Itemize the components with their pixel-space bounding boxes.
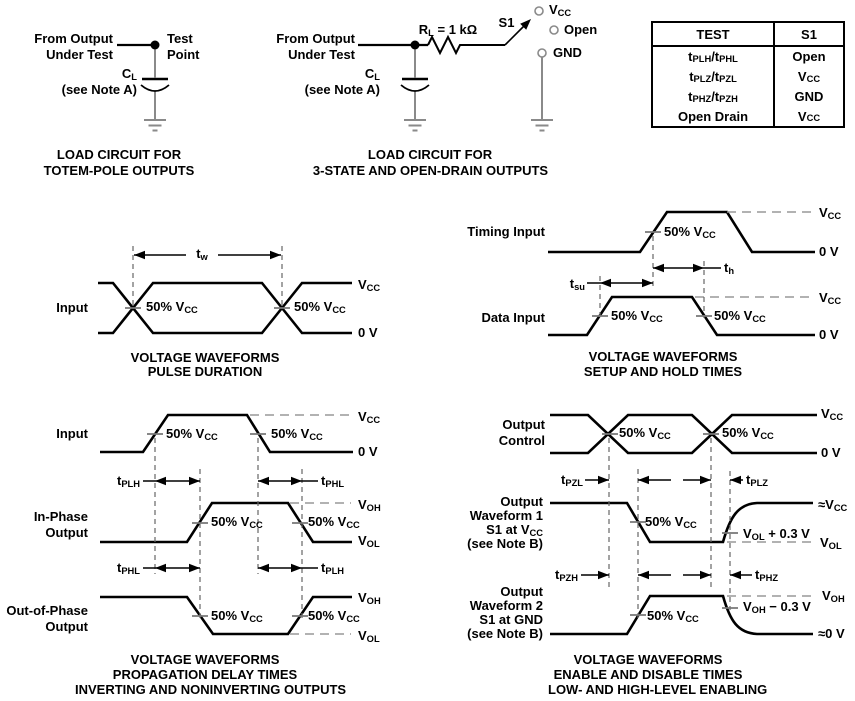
table-header-s1: S1	[801, 26, 817, 42]
voh-minus-03-label: $V_{OH} - 0.3$ V	[743, 599, 811, 616]
totem-from-output-label: From Output Under Test	[34, 31, 113, 62]
threestate-from-output-label: From Output Under Test	[276, 31, 355, 62]
approx-0v-level-label: ≈0 V	[818, 626, 845, 641]
sh-caption-line1: VOLTAGE WAVEFORMS	[588, 349, 738, 364]
ground-symbol	[404, 120, 426, 131]
pulse-caption-line2: PULSE DURATION	[147, 364, 263, 379]
pd-vcc-level-label: $V_{CC}$	[358, 409, 381, 426]
in-phase-output-label: In-Phase Output	[33, 509, 88, 540]
pd-50pct-label: 50% $V_{CC}$	[211, 608, 263, 625]
table-cell-s1: Open	[792, 49, 826, 65]
pulse-tw-label: $t_w$	[196, 246, 208, 263]
pd-caption-line1: VOLTAGE WAVEFORMS	[130, 652, 280, 667]
output-waveform2-label: Output Waveform 2 S1 at GND (see Note B)	[467, 584, 543, 641]
pulse-vcc-level-label: $V_{CC}$	[358, 277, 381, 294]
capacitor-curved-plate	[141, 85, 169, 91]
sh-0v-level-label: 0 V	[819, 327, 839, 342]
ground-symbol	[144, 120, 166, 131]
threestate-rl-label: $R_L = 1$ kΩ	[418, 22, 478, 39]
en-voh-level-label: $V_{OH}$	[822, 588, 845, 605]
totem-caption-line1: LOAD CIRCUIT FOR	[56, 147, 182, 162]
pd-0v-level-label: 0 V	[358, 444, 378, 459]
tsu-label: $t_{su}$	[569, 276, 585, 293]
pulse-duration-waveform	[98, 246, 352, 333]
out-of-phase-output-label: Out-of-Phase Output	[6, 603, 88, 634]
pd-caption-line2: PROPAGATION DELAY TIMES	[112, 667, 298, 682]
pd-input-label: Input	[56, 426, 88, 441]
threestate-s1-label: S1	[498, 15, 515, 30]
en-50pct-label: 50% $V_{CC}$	[645, 514, 697, 531]
totem-see-note-label: (see Note A)	[61, 82, 137, 97]
output-control-wave	[550, 415, 817, 453]
sh-50pct-label: 50% $V_{CC}$	[664, 224, 716, 241]
terminal-vcc	[535, 7, 543, 15]
tpzl-label: $t_{PZL}$	[561, 472, 583, 489]
terminal-gnd	[538, 49, 546, 57]
table-cell-test: Open Drain	[653, 106, 775, 126]
en-caption-line1: VOLTAGE WAVEFORMS	[573, 652, 723, 667]
table-row	[653, 67, 843, 87]
test-point-node	[151, 41, 160, 50]
sh-50pct-label: 50% $V_{CC}$	[611, 308, 663, 325]
pulse-50pct-label: 50% $V_{CC}$	[146, 299, 198, 316]
ground-symbol	[531, 120, 553, 131]
pd-50pct-label: 50% $V_{CC}$	[308, 514, 360, 531]
sh-0v-level-label: 0 V	[819, 244, 839, 259]
th-label: $t_h$	[724, 260, 735, 277]
threestate-open-terminal-label: Open	[564, 22, 598, 37]
tpzh-label: $t_{PZH}$	[554, 567, 578, 584]
pd-vol-level-label: $V_{OL}$	[358, 533, 380, 550]
pd-50pct-label: 50% $V_{CC}$	[271, 426, 323, 443]
tphz-label: $t_{PHZ}$	[755, 567, 779, 584]
data-input-wave	[548, 297, 815, 335]
capacitor-curved-plate	[401, 85, 429, 91]
table-cell-s1: V $_{CC}$	[797, 69, 821, 85]
data-input-label: Data Input	[481, 310, 545, 325]
threestate-gnd-terminal-label: GND	[553, 45, 582, 60]
table-header-test: TEST	[653, 23, 775, 45]
en-caption-line3: LOW- AND HIGH-LEVEL ENABLING	[548, 682, 768, 697]
sh-50pct-label: 50% $V_{CC}$	[714, 308, 766, 325]
table-cell-s1: GND	[794, 88, 824, 104]
tplh-label: $t_{PLH}$	[321, 560, 345, 577]
sh-vcc-level-label: $V_{CC}$	[819, 290, 842, 307]
totem-test-point-label: Test Point	[167, 31, 200, 62]
circuit-node	[411, 41, 420, 50]
en-0v-level-label: 0 V	[821, 445, 841, 460]
tphl-label: $t_{PHL}$	[116, 560, 140, 577]
en-vcc-level-label: $V_{CC}$	[821, 406, 844, 423]
pd-voh-level-label: $V_{OH}$	[358, 497, 381, 514]
vol-plus-03-label: $V_{OL} + 0.3$ V	[743, 526, 810, 543]
table-cell-test: t $_{PLZ}$ /t $_{PZL}$	[653, 67, 775, 87]
pd-50pct-label: 50% $V_{CC}$	[166, 426, 218, 443]
terminal-open	[550, 26, 558, 34]
tplh-label: $t_{PLH}$	[116, 473, 140, 490]
pd-50pct-label: 50% $V_{CC}$	[211, 514, 263, 531]
totem-cl-label: $C_L$	[121, 66, 137, 83]
pd-vol-level-label: $V_{OL}$	[358, 628, 380, 645]
en-50pct-label: 50% $V_{CC}$	[722, 425, 774, 442]
output-waveform1-label: Output Waveform 1 S1 at $V_{CC}$ (see Note B)	[467, 494, 543, 551]
table-row	[653, 47, 843, 67]
pd-50pct-label: 50% $V_{CC}$	[308, 608, 360, 625]
pulse-caption-line1: VOLTAGE WAVEFORMS	[130, 350, 280, 365]
threestate-see-note-label: (see Note A)	[304, 82, 380, 97]
tplz-label: $t_{PLZ}$	[746, 472, 768, 489]
pulse-0v-level-label: 0 V	[358, 325, 378, 340]
threestate-caption-line1: LOAD CIRCUIT FOR	[367, 147, 493, 162]
table-cell-test: t $_{PHZ}$ /t $_{PZH}$	[653, 87, 775, 107]
sh-vcc-level-label: $V_{CC}$	[819, 205, 842, 222]
s1-test-table	[651, 21, 845, 128]
tphl-label: $t_{PHL}$	[321, 473, 345, 490]
approx-vcc-level-label: $\approx V_{CC}$	[818, 497, 848, 514]
output-control-wave	[550, 415, 817, 453]
totem-caption-line2: TOTEM-POLE OUTPUTS	[43, 163, 195, 178]
output-control-label: Output Control	[498, 417, 545, 448]
table-row	[653, 87, 843, 107]
table-header-row	[653, 23, 843, 47]
sh-caption-line2: SETUP AND HOLD TIMES	[583, 364, 743, 379]
table-cell-s1: V $_{CC}$	[797, 108, 821, 124]
threestate-vcc-terminal-label: $V_{CC}$	[549, 2, 572, 19]
en-50pct-label: 50% $V_{CC}$	[619, 425, 671, 442]
pd-caption-line3: INVERTING AND NONINVERTING OUTPUTS	[75, 682, 347, 697]
pulse-50pct-label: 50% $V_{CC}$	[294, 299, 346, 316]
en-caption-line2: ENABLE AND DISABLE TIMES	[553, 667, 743, 682]
pulse-input-label: Input	[56, 300, 88, 315]
table-row	[653, 106, 843, 126]
threestate-cl-label: $C_L$	[364, 66, 380, 83]
timing-input-label: Timing Input	[467, 224, 545, 239]
pd-voh-level-label: $V_{OH}$	[358, 590, 381, 607]
en-vol-level-label: $V_{OL}$	[820, 535, 842, 552]
table-cell-test: t $_{PLH}$ /t $_{PHL}$	[653, 47, 775, 67]
threestate-caption-line2: 3-STATE AND OPEN-DRAIN OUTPUTS	[312, 163, 549, 178]
en-50pct-label: 50% $V_{CC}$	[647, 608, 699, 625]
resistor	[428, 37, 505, 53]
